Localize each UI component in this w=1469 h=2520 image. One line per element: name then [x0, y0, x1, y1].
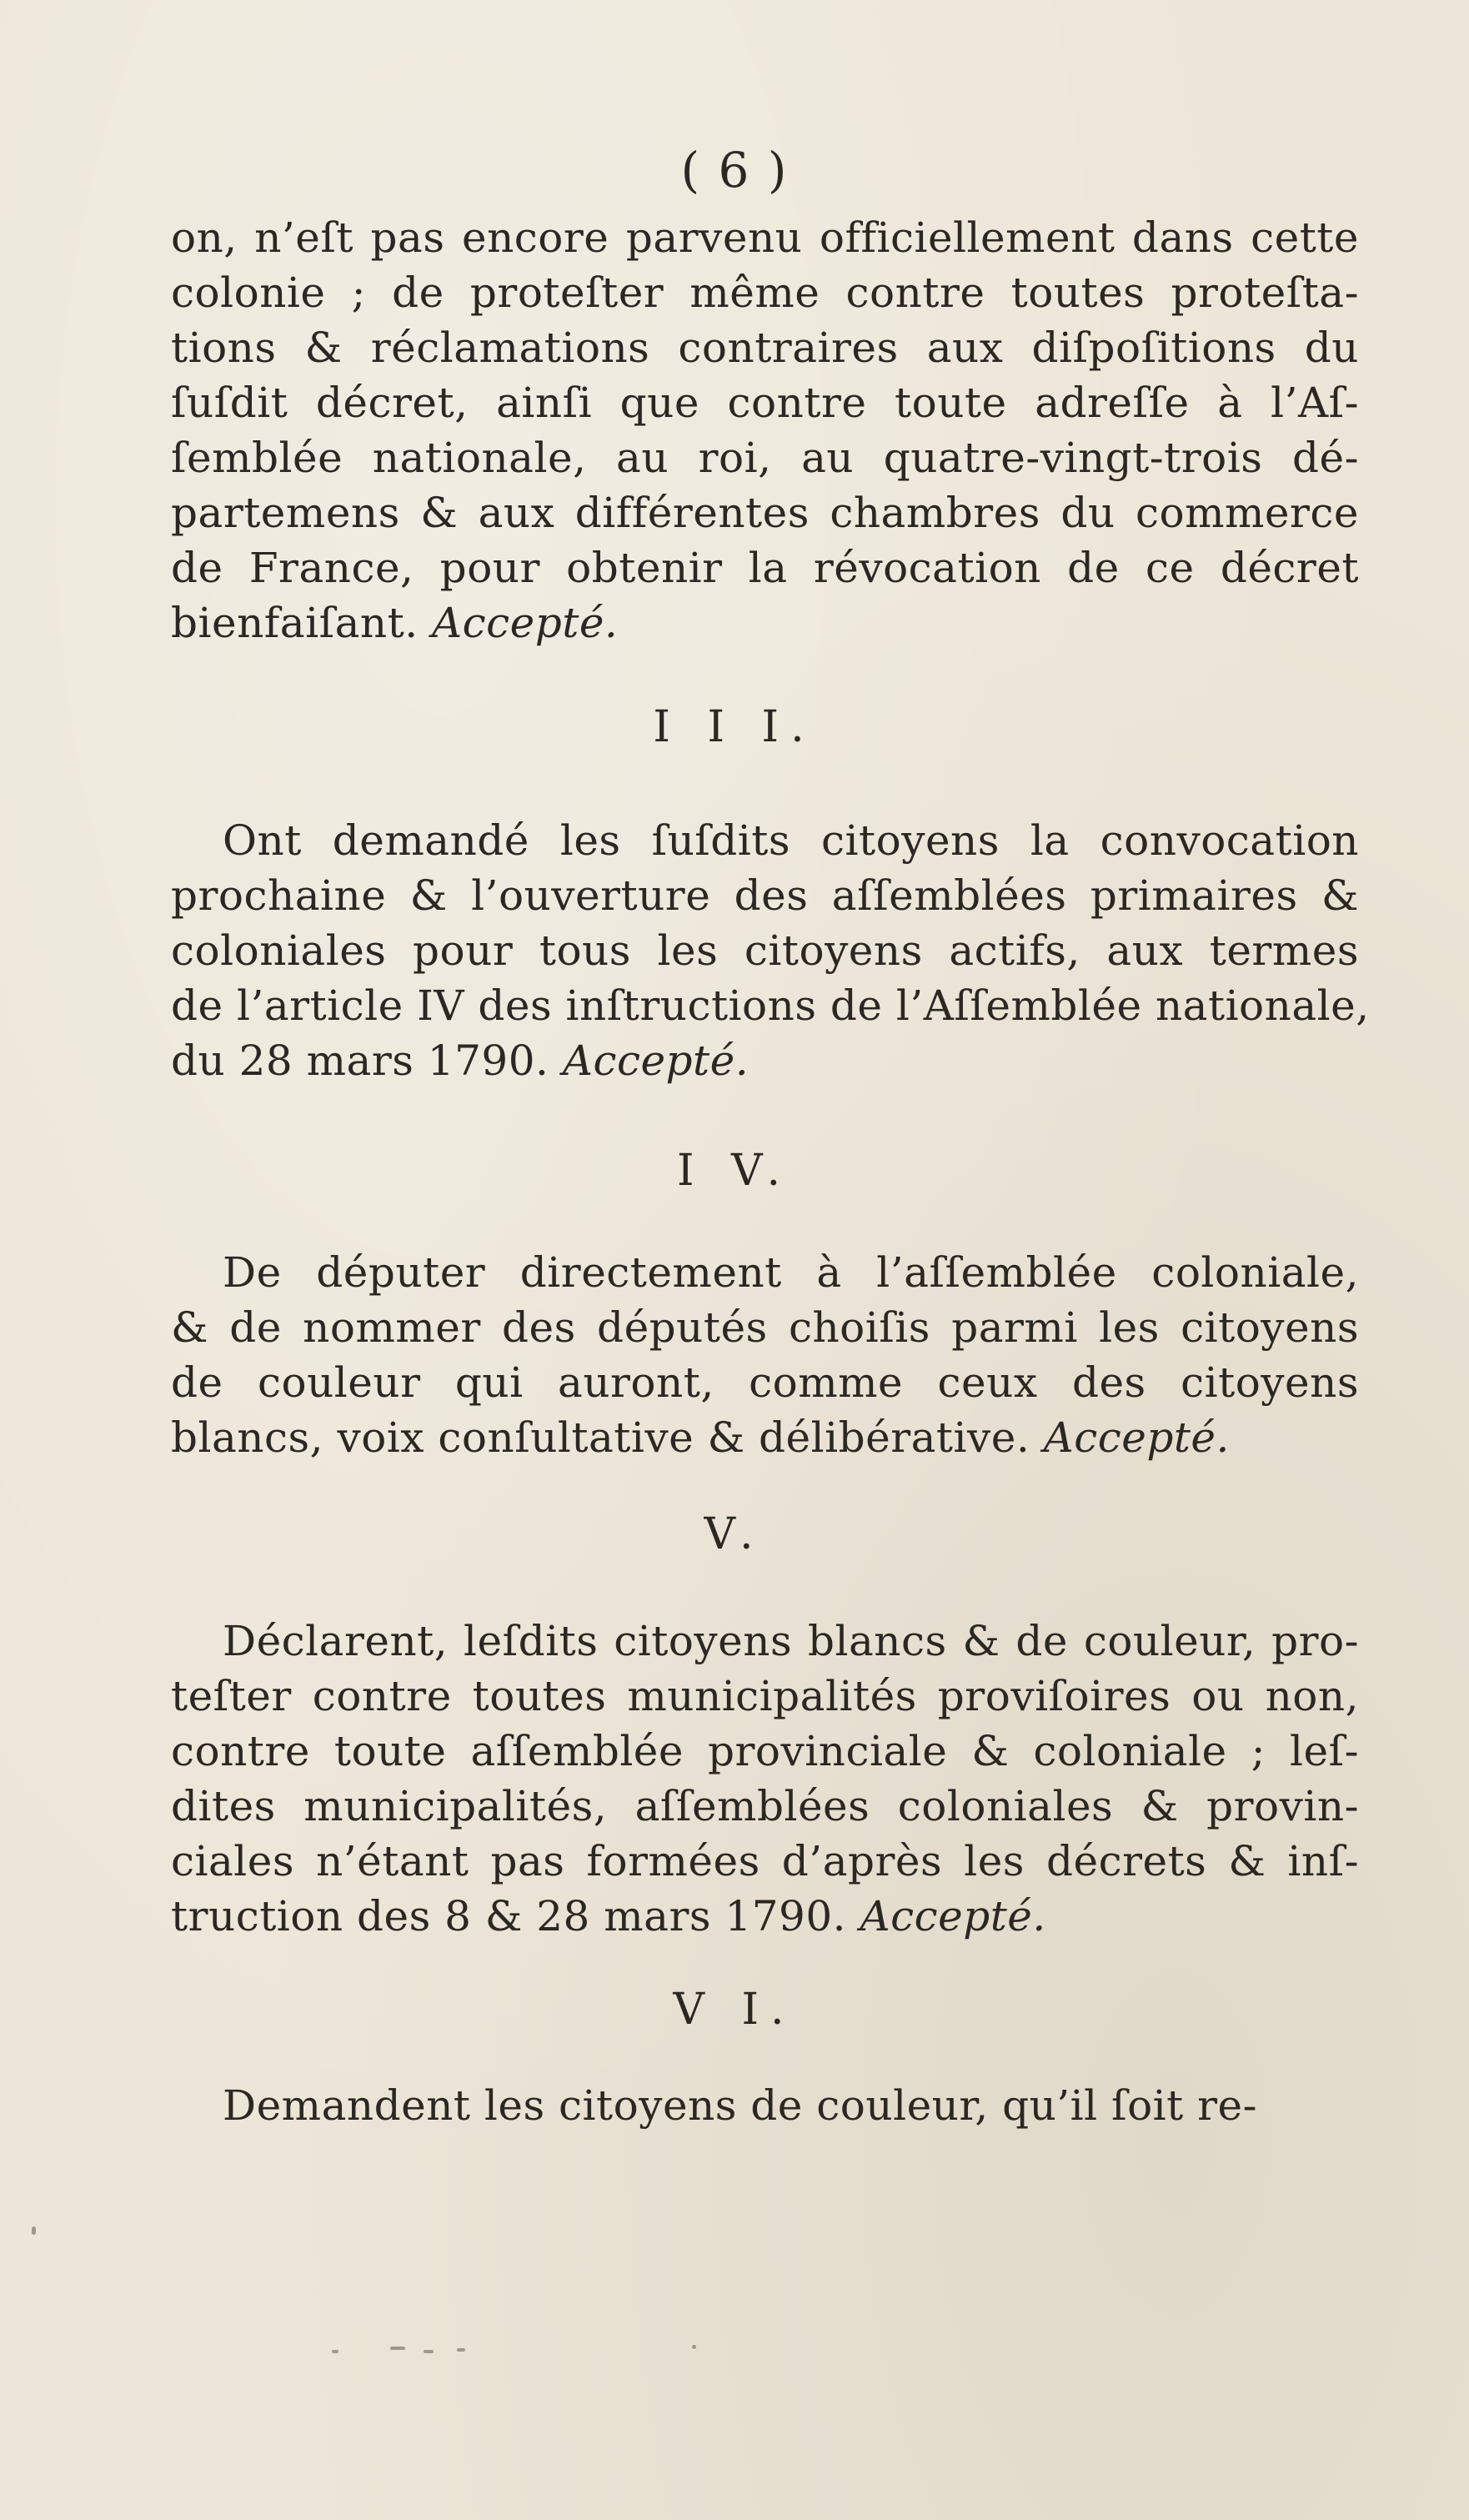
ink-smudge	[424, 2350, 434, 2353]
text-line: de France, pour obtenir la révocation de ce décret	[171, 544, 1359, 592]
text-fragment: bienfaiſant.	[171, 599, 419, 647]
text-line: ciales n’étant pas formées d’après les décrets & inſ-	[171, 1837, 1359, 1885]
section-heading-5: V.	[704, 1509, 765, 1559]
ink-smudge	[32, 2226, 36, 2235]
text-line	[171, 595, 1359, 650]
ink-smudge	[692, 2345, 696, 2349]
text-line: dites municipalités, aſſemblées coloniales & provin-	[171, 1782, 1359, 1830]
text-line: partemens & aux différentes chambres du commerce	[171, 489, 1359, 537]
accepted-mark: Accepté.	[432, 599, 619, 647]
text-line: Déclarent, leſdits citoyens blancs & de couleur, pro-	[223, 1617, 1359, 1665]
text-line: tions & réclamations contraires aux diſpoſitions du	[171, 324, 1359, 372]
paragraph-continuation	[171, 210, 1359, 650]
text-line: teſter contre toutes municipalités proviſoires ou non,	[171, 1672, 1359, 1720]
ink-marks	[332, 2345, 499, 2362]
text-fragment: blancs, voix conſultative & délibérative.	[171, 1413, 1030, 1462]
text-line: de couleur qui auront, comme ceux des citoyens	[171, 1358, 1359, 1407]
page-number: ( 6 )	[680, 142, 789, 198]
text-line: Demandent les citoyens de couleur, qu’il ſoit re-	[223, 2081, 1258, 2130]
text-line	[171, 1033, 1359, 1088]
text-line: coloniales pour tous les citoyens actifs, aux termes	[171, 926, 1359, 975]
section-6-body	[171, 2078, 1359, 2133]
section-heading-3: I I I.	[653, 702, 816, 752]
section-5-body	[171, 1614, 1359, 1944]
text-fragment: du 28 mars 1790.	[171, 1037, 549, 1085]
section-heading-6: V I.	[673, 1985, 796, 2035]
ink-smudge	[457, 2348, 465, 2352]
ink-smudge	[390, 2347, 405, 2350]
text-line: & de nommer des députés choiſis parmi les citoyens	[171, 1303, 1359, 1352]
text-line: contre toute aſſemblée provinciale & coloniale ; leſ-	[171, 1727, 1359, 1775]
text-line	[171, 1410, 1359, 1465]
text-line: De députer directement à l’aſſemblée coloniale,	[223, 1248, 1359, 1297]
section-3-body	[171, 813, 1370, 1088]
accepted-mark: Accepté.	[1043, 1413, 1230, 1462]
accepted-mark: Accepté.	[860, 1892, 1046, 1940]
text-line: on, n’eſt pas encore parvenu officiellement dans cette	[171, 213, 1359, 262]
text-line: colonie ; de proteſter même contre toutes proteſta-	[171, 269, 1359, 317]
text-line	[171, 1889, 1359, 1944]
text-fragment: truction des 8 & 28 mars 1790.	[171, 1892, 847, 1940]
text-line: ſuſdit décret, ainſi que contre toute adreſſe à l’Aſ-	[171, 379, 1359, 427]
text-line: ſemblée nationale, au roi, au quatre-vingt-trois dé-	[171, 434, 1359, 482]
section-4-body	[171, 1245, 1359, 1465]
text-line: prochaine & l’ouverture des aſſemblées primaires &	[171, 871, 1359, 920]
text-line: Ont demandé les ſuſdits citoyens la convocation	[223, 816, 1359, 865]
accepted-mark: Accepté.	[562, 1037, 750, 1085]
section-heading-4: I V.	[676, 1146, 793, 1196]
text-line: de l’article IV des inſtructions de l’Aſſemblée nationale,	[171, 981, 1370, 1030]
ink-smudge	[332, 2350, 338, 2353]
